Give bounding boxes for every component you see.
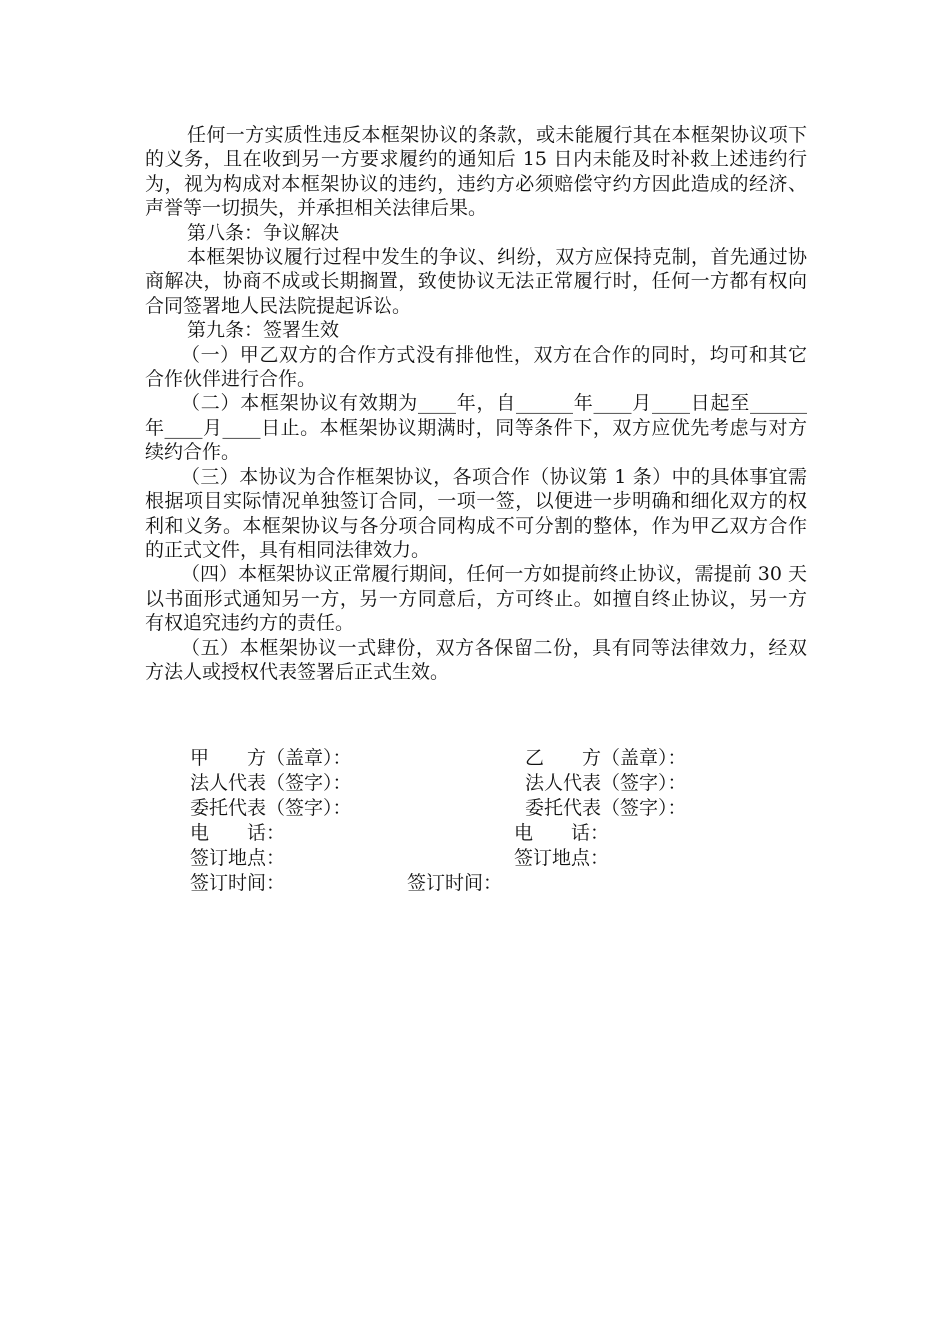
- article9-clause-1: （一）甲乙双方的合作方式没有排他性，双方在合作的同时，均可和其它合作伙伴进行合作。: [145, 343, 807, 391]
- party-a-time-label: 签订时间：: [190, 872, 286, 894]
- party-a-place-label: 签订地点：: [190, 847, 286, 869]
- article9-clause-2: （二）本框架协议有效期为____年，自______年____月____日起至______年____月____日止。本框架协议期满时，同等条件下，双方应优先考虑与对方续约合作。: [145, 392, 807, 464]
- party-a-auth-rep-label: 委托代表（签字）：: [190, 797, 352, 819]
- party-b-time-label: 签订时间：: [407, 872, 503, 894]
- article9-heading: 第九条：签署生效: [187, 319, 340, 342]
- contract-body: [145, 123, 807, 684]
- party-a-seal-label: 甲 方（盖章）：: [190, 747, 352, 769]
- breach-paragraph: 任何一方实质性违反本框架协议的条款，或未能履行其在本框架协议项下的义务，且在收到另一方要求履约的通知后 15 日内未能及时补救上述违约行为，视为构成对本框架协议的违约，违约方必须赔偿守约方因此造成的经济、声誉等一切损失，并承担相关法律后果。: [145, 124, 807, 220]
- party-a-legal-rep-label: 法人代表（签字）：: [190, 772, 352, 794]
- party-b-place-label: 签订地点：: [514, 847, 610, 869]
- article9-clause-4: （四）本框架协议正常履行期间，任何一方如提前终止协议，需提前 30 天以书面形式通知另一方，另一方同意后，方可终止。如擅自终止协议，另一方有权追究违约方的责任。: [145, 563, 807, 635]
- article9-clause-3: （三）本协议为合作框架协议，各项合作（协议第 1 条）中的具体事宜需根据项目实际情况单独签订合同，一项一签，以便进一步明确和细化双方的权利和义务。本框架协议与各分项合同构成不可分割的整体，作为甲乙双方合作的正式文件，具有相同法律效力。: [145, 465, 807, 561]
- article9-clause-5: （五）本框架协议一式肆份，双方各保留二份，具有同等法律效力，经双方法人或授权代表签署后正式生效。: [145, 636, 807, 683]
- party-a-phone-label: 电 话：: [190, 822, 286, 844]
- article8-heading: 第八条：争议解决: [187, 221, 340, 244]
- party-b-phone-label: 电 话：: [514, 822, 610, 844]
- party-b-auth-rep-label: 委托代表（签字）：: [525, 797, 687, 819]
- party-b-seal-label: 乙 方（盖章）：: [525, 747, 687, 769]
- article8-body: 本框架协议履行过程中发生的争议、纠纷，双方应保持克制，首先通过协商解决，协商不成或长期搁置，致使协议无法正常履行时，任何一方都有权向合同签署地人民法院提起诉讼。: [145, 246, 807, 317]
- party-b-legal-rep-label: 法人代表（签字）：: [525, 772, 687, 794]
